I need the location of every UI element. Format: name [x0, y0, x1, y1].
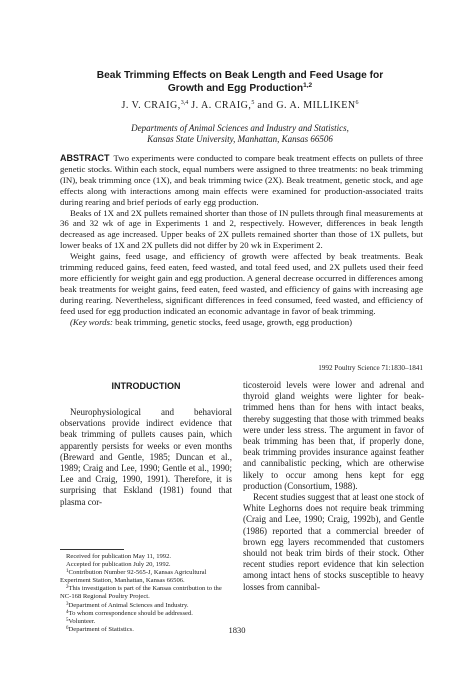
- abstract-paragraph-1: [60, 153, 423, 208]
- abstract-keywords: [60, 317, 423, 328]
- article-title: [60, 69, 420, 95]
- footnote-3-text: Department of Animal Sciences and Industry.: [68, 601, 189, 609]
- footnote-6-mark: 6: [66, 625, 69, 631]
- footnote-5-mark: 5: [66, 617, 69, 623]
- introduction-paragraph: Neurophysiological and behavioral observations provide indirect evidence that beak trimming of pullets causes pain, which apparently persists for weeks or even months (Breward and Gentle, 1985; Duncan et al., 1989; Craig and Lee, 1990; Gentle et al., 1990; Lee and Craig, 1990, 1991). Therefore, it is surprising that Eskland (1981) found that plasma cor-: [60, 407, 232, 507]
- right-column: [243, 380, 424, 593]
- footnote-4: [60, 610, 232, 618]
- abstract: [60, 153, 423, 328]
- author-2-marks: 5: [251, 100, 255, 106]
- author-2: J. A. CRAIG,: [191, 100, 252, 111]
- footnotes: [60, 553, 232, 634]
- author-list: [60, 99, 420, 112]
- footnote-4-mark: 4: [66, 609, 69, 615]
- author-3-marks: 6: [355, 100, 359, 106]
- author-1: J. V. CRAIG,: [121, 100, 181, 111]
- affiliation-line-2: Kansas State University, Manhattan, Kansas 66506: [147, 134, 333, 144]
- footnote-3-mark: 3: [66, 601, 69, 607]
- footnote-2-mark: 2: [66, 585, 69, 591]
- title-line-2: [60, 82, 420, 95]
- affiliation-line-1: Departments of Animal Sciences and Industry and Statistics,: [131, 123, 349, 133]
- title-line-1: Beak Trimming Effects on Beak Length and Feed Usage for: [96, 70, 384, 81]
- page-number: 1830: [228, 625, 246, 635]
- keywords-text: beak trimming, genetic stocks, feed usage, growth, egg production): [115, 316, 353, 327]
- keywords-label: (Key words:: [70, 316, 113, 327]
- abstract-text-1: Two experiments were conducted to compare beak treatment effects on pullets of three genetic stocks. Within each stock, equal numbers were assigned to three treatments: no beak trimming (IN), beak trimming once (1X), and beak trimming twice (2X). Beak treatment, genetic stock, and age effects along with interactions among main effects were examined for production-associated traits during rearing and brief periods of early egg production.: [60, 153, 423, 207]
- title-footnote-marks: 1,2: [303, 82, 313, 89]
- footnote-1-mark: 1: [66, 569, 69, 575]
- footnote-accepted: Accepted for publication July 20, 1992.: [66, 561, 171, 569]
- footnote-1-text: Contribution Number 92-565-J, Kansas Agricultural Experiment Station, Manhattan, Kansas 66506.: [60, 569, 207, 585]
- author-1-marks: 3,4: [180, 100, 189, 106]
- footnote-1: [60, 569, 232, 585]
- right-column-paragraph-2: Recent studies suggest that at least one stock of White Leghorns does not require beak trimming (Craig and Lee, 1990; Craig, 1992b), and Gentle (1986) reported that a commercial breeder of brown egg layers recommended that customers should not beak trim birds of their stock. Other recent studies report evidence that kin selection among intact hens of stocks susceptible to heavy losses from cannibal-: [243, 492, 424, 592]
- footnote-5-text: Volunteer.: [68, 617, 96, 625]
- abstract-label: ABSTRACT: [60, 153, 110, 163]
- abstract-paragraph-2: Beaks of 1X and 2X pullets remained shorter than those of IN pullets through final measurements at 36 and 32 wk of age in Experiments 1 and 2, respectively. However, differences in beak length decreased as age increased. Upper beaks of 2X pullets remained shorter than those of 1X pullets, but lower beaks of 1X and 2X pullets did not differ by 20 wk in Experiment 2.: [60, 207, 423, 251]
- footnote-6-text: Department of Statistics.: [68, 625, 134, 633]
- footnote-4-text: To whom correspondence should be addressed.: [68, 609, 193, 617]
- affiliation: [60, 123, 420, 145]
- left-column: [60, 381, 232, 508]
- title-line-2-text: Growth and Egg Production: [167, 83, 304, 94]
- footnote-2: [60, 585, 232, 601]
- author-3: and G. A. MILLIKEN: [257, 100, 356, 111]
- right-column-paragraph-1: ticosteroid levels were lower and adrenal and thyroid gland weights were lighter for beak-trimmed hens than for hens with intact beaks, thereby suggesting that those with trimmed beaks were under less stress. The argument in favor of beak trimming has been that, if properly done, beak trimming provides insurance against feather and cannibalistic pecking, which are otherwise likely to occur among hens kept for egg production (Consortium, 1988).: [243, 380, 424, 491]
- footnote-divider: [60, 549, 124, 550]
- footnote-2-text: This investigation is part of the Kansas contribution to the NC-168 Regional Poultry Project.: [60, 585, 222, 601]
- footnote-received: Received for publication May 11, 1992.: [66, 553, 172, 560]
- abstract-paragraph-3: Weight gains, feed usage, and efficiency of growth were affected by beak treatments. Beak trimming reduced gains, feed eaten, feed wasted, and total feed used, and 2X pullets used their feed more efficiently for weight gain and egg production. A general decrease occurred in differences among beak treatments for weight gains, feed eaten, feed wasted, and efficiency of gains with increasing age during rearing. Nevertheless, significant differences in feed consumed, feed wasted, and efficiency of feed used for egg production indicated an economic advantage in favor of beak trimming.: [60, 251, 423, 316]
- journal-citation: 1992 Poultry Science 71:1830–1841: [318, 364, 423, 372]
- introduction-heading: INTRODUCTION: [111, 381, 181, 391]
- footnote-3: [60, 602, 232, 610]
